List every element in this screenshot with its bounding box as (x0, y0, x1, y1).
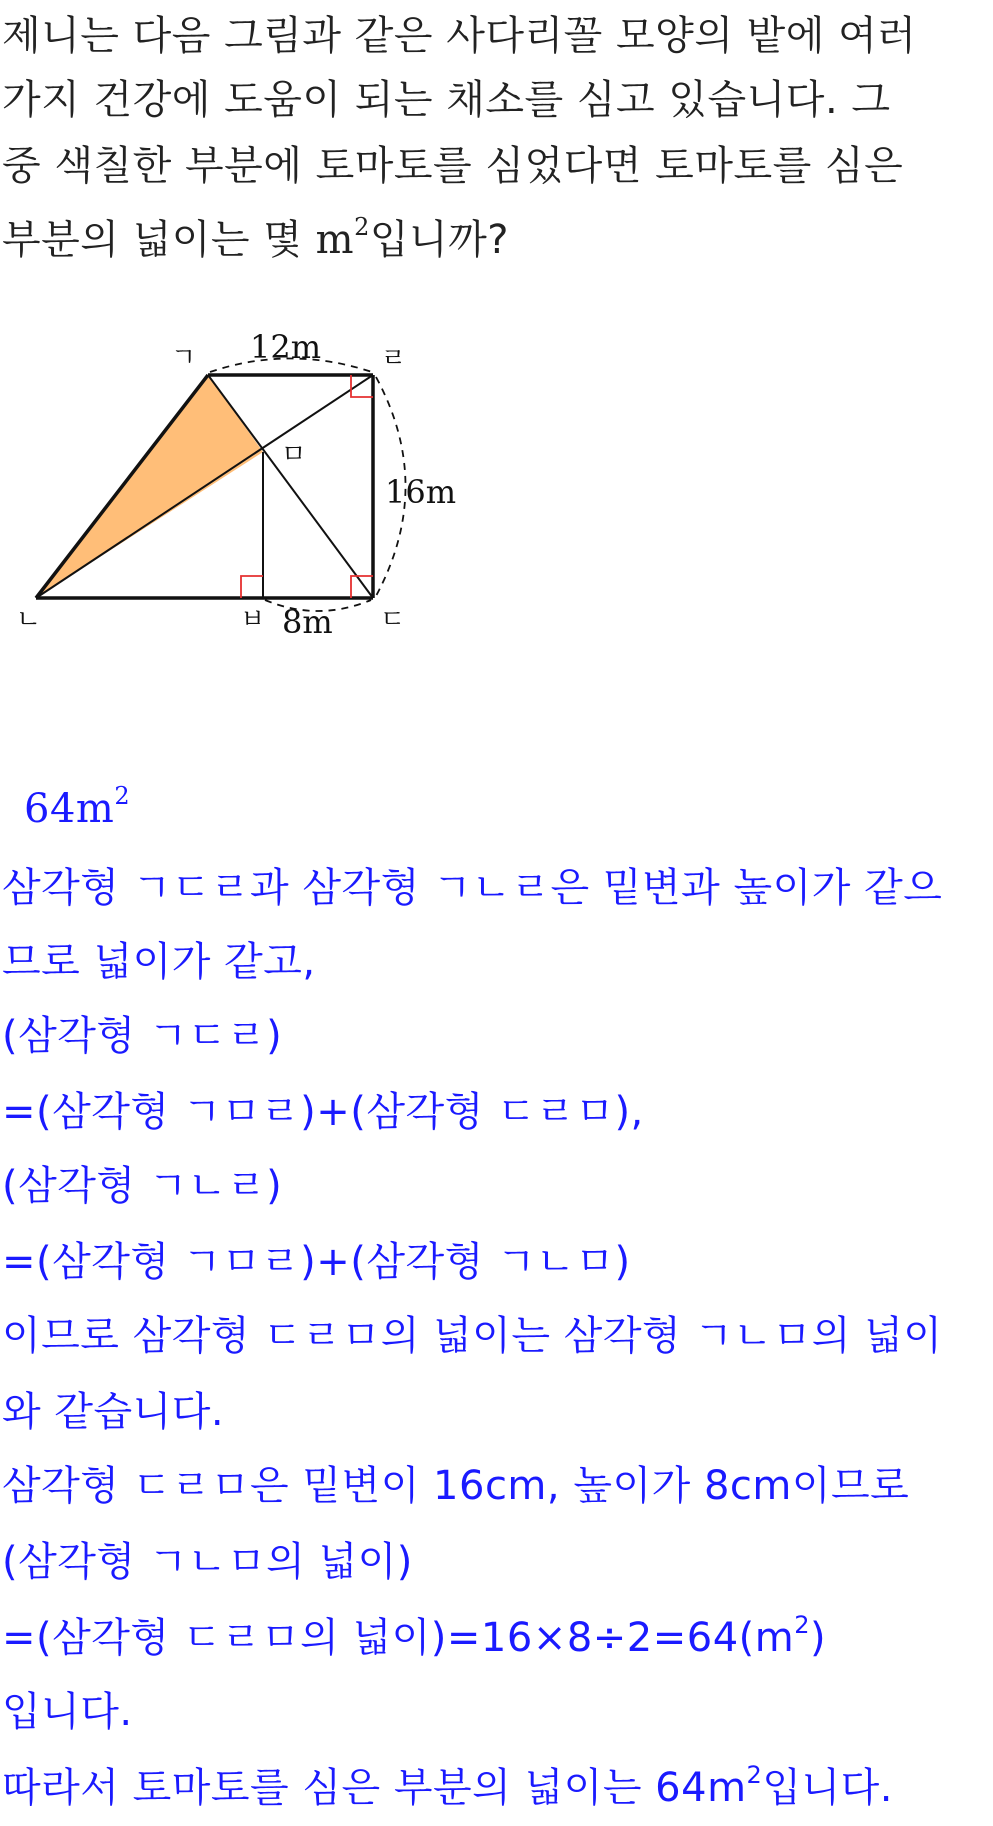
explanation-line-13 (2, 1756, 893, 1813)
label-e: ㅁ (281, 440, 307, 470)
dimension-arcs (210, 359, 406, 612)
question-line-1: 제니는 다음 그림과 같은 사다리꼴 모양의 밭에 여러 (2, 13, 917, 59)
explanation-line-11 (2, 1606, 826, 1663)
label-c: ㄷ (380, 605, 406, 635)
bottom-length-label: 8m (282, 603, 333, 641)
conclusion-end: 입니다. (762, 1765, 893, 1811)
right-angle-marks (241, 375, 373, 598)
calc-exponent: 2 (794, 1611, 811, 1639)
answer-value (24, 782, 131, 832)
calc-text: =(삼각형 ㄷㄹㅁ의 넓이)=16×8÷2=64(m (2, 1615, 795, 1661)
question-line-4 (2, 208, 509, 265)
explanation-line-1: 삼각형 ㄱㄷㄹ과 삼각형 ㄱㄴㄹ은 밑변과 높이가 같으 (2, 865, 943, 911)
question-end: 입니까? (369, 217, 509, 263)
question-line-2: 가지 건강에 도움이 되는 채소를 심고 있습니다. 그 (2, 77, 891, 123)
shaded-triangle (36, 375, 263, 598)
explanation-line-10: (삼각형 ㄱㄴㅁ의 넓이) (2, 1539, 413, 1585)
conclusion-exponent: 2 (746, 1761, 763, 1789)
explanation-line-4: =(삼각형 ㄱㅁㄹ)+(삼각형 ㄷㄹㅁ), (2, 1089, 644, 1135)
question-unit: m (315, 217, 355, 263)
explanation-line-6: =(삼각형 ㄱㅁㄹ)+(삼각형 ㄱㄴㅁ) (2, 1239, 631, 1285)
top-length-label: 12m (250, 328, 322, 366)
explanation-line-5: (삼각형 ㄱㄴㄹ) (2, 1163, 283, 1209)
label-a: ㄱ (171, 343, 197, 373)
explanation-line-2: 므로 넓이가 같고, (2, 939, 316, 985)
label-f: ㅂ (240, 605, 266, 635)
conclusion-text: 따라서 토마토를 심은 부분의 넓이는 64m (2, 1765, 747, 1811)
answer-number: 64m (24, 786, 115, 832)
explanation-line-9: 삼각형 ㄷㄹㅁ은 밑변이 16cm, 높이가 8cm이므로 (2, 1463, 910, 1509)
explanation-line-12: 입니다. (2, 1689, 133, 1735)
explanation-line-3: (삼각형 ㄱㄷㄹ) (2, 1013, 283, 1059)
label-b: ㄴ (16, 605, 42, 635)
label-d: ㄹ (381, 344, 407, 374)
question-unit-exponent: 2 (354, 213, 370, 241)
trapezoid-figure (0, 320, 457, 641)
explanation-line-8: 와 같습니다. (2, 1389, 225, 1435)
question-text: 부분의 넓이는 몇 (2, 217, 316, 263)
calc-close: ) (810, 1615, 827, 1661)
question-line-3: 중 색칠한 부분에 토마토를 심었다면 토마토를 심은 (2, 143, 904, 189)
explanation-line-7: 이므로 삼각형 ㄷㄹㅁ의 넓이는 삼각형 ㄱㄴㅁ의 넓이 (2, 1313, 943, 1359)
answer-exponent: 2 (114, 782, 131, 810)
right-length-label: 16m (385, 473, 457, 511)
